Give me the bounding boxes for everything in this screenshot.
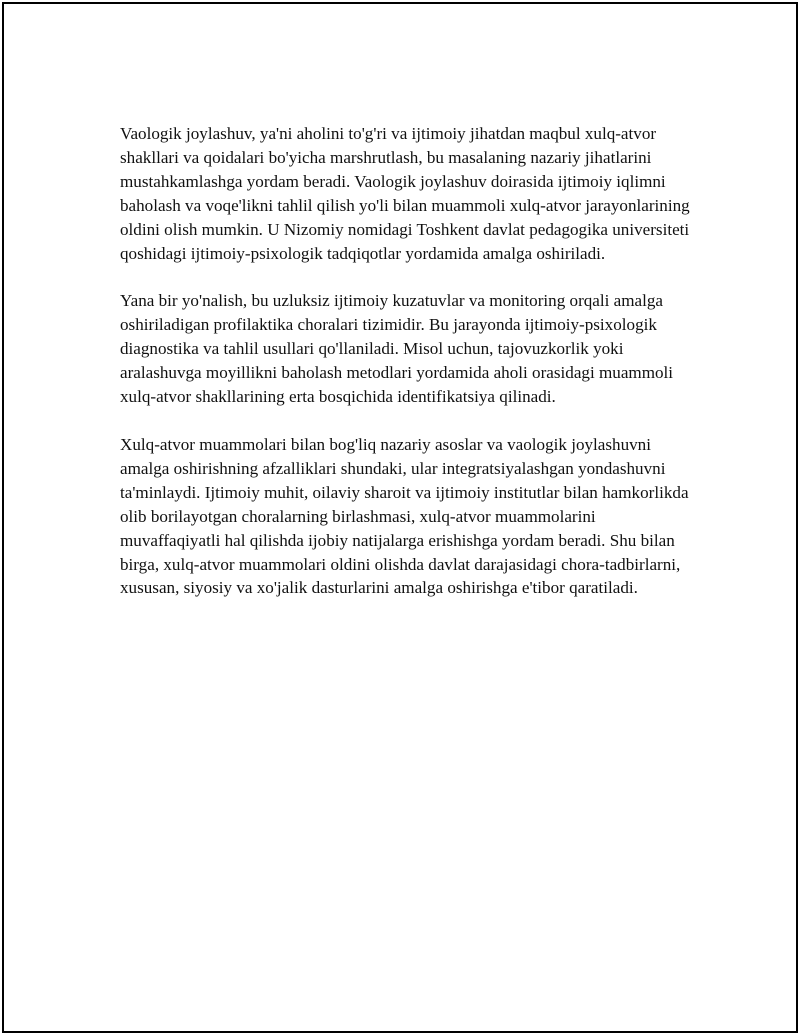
document-page	[2, 2, 798, 1033]
document-body	[120, 122, 690, 624]
paragraph-2: Yana bir yo'nalish, bu uzluksiz ijtimoiy kuzatuvlar va monitoring orqali amalga oshiriladigan profilaktika choralari tizimidir. Bu jarayonda ijtimoiy-psixologik diagnostika va tahlil usullari qo'llaniladi. Misol uchun, tajovuzkorlik yoki aralashuvga moyillikni baholash metodlari yordamida aholi orasidagi muammoli xulq-atvor shakllarining erta bosqichida identifikatsiya qilinadi.	[120, 291, 674, 407]
paragraph-1: Vaologik joylashuv, ya'ni aholini to'g'ri va ijtimoiy jihatdan maqbul xulq-atvor shakllari va qoidalari bo'yicha marshrutlash, bu masalaning nazariy jihatlarini mustahkamlashga yordam beradi. Vaologik joylashuv doirasida ijtimoiy iqlimni baholash va voqe'likni tahlil qilish yo'li bilan muammoli xulq-atvor jarayonlarining oldini olish mumkin. U Nizomiy nomidagi Toshkent davlat pedagogika universiteti qoshidagi ijtimoiy-psixologik tadqiqotlar yordamida amalga oshiriladi.	[120, 124, 690, 263]
paragraph-3: Xulq-atvor muammolari bilan bog'liq nazariy asoslar va vaologik joylashuvni amalga oshirishning afzalliklari shundaki, ular integratsiyalashgan yondashuvni ta'minlaydi. Ijtimoiy muhit, oilaviy sharoit va ijtimoiy institutlar bilan hamkorlikda olib borilayotgan choralarning birlashmasi, xulq-atvor muammolarini muvaffaqiyatli hal qilishda ijobiy natijalarga erishishga yordam beradi. Shu bilan birga, xulq-atvor muammolari oldini olishda davlat darajasidagi chora-tadbirlarni, xususan, siyosiy va xo'jalik dasturlarini amalga oshirishga e'tibor qaratiladi.	[120, 434, 689, 598]
